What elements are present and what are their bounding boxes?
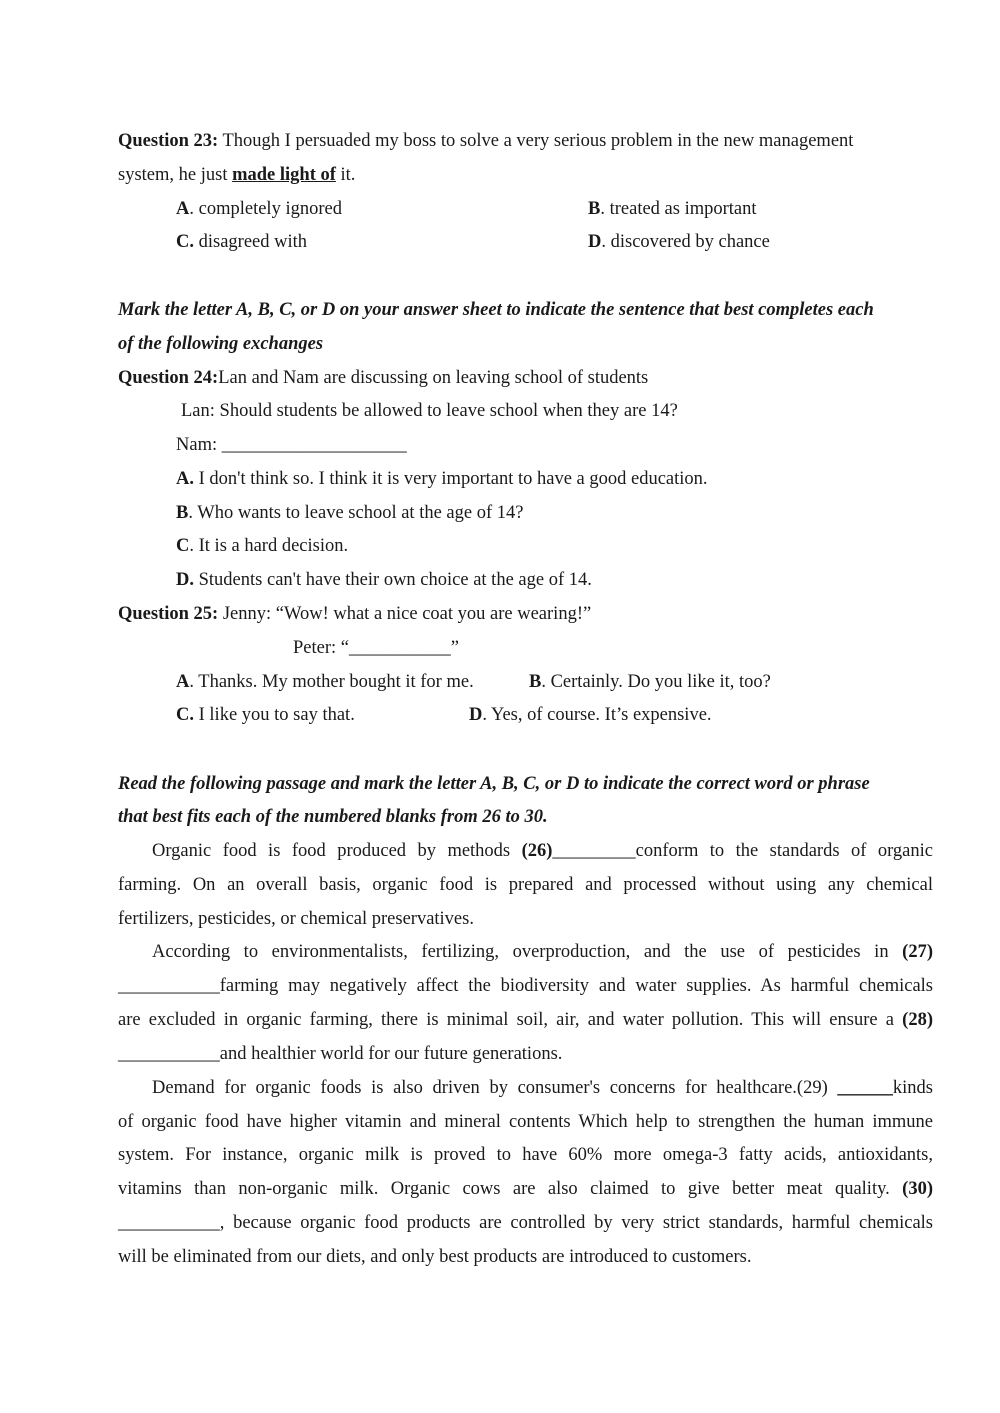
passage-p3-line1 xyxy=(152,1077,933,1099)
passage-text: Demand for organic foods is also driven by consumer's concerns for healthcare.(29) xyxy=(152,1078,838,1098)
passage-p3-line4 xyxy=(118,1178,933,1200)
option-sep: . xyxy=(600,199,605,219)
passage-p3-line2: of organic food have higher vitamin and mineral contents Which help to strengthen the human immune xyxy=(118,1112,933,1132)
q23-option-b[interactable] xyxy=(588,198,757,220)
q23-stem-part2: system, he just xyxy=(118,165,233,185)
option-sep: . xyxy=(189,469,194,489)
q23-highlighted-phrase: made light of xyxy=(232,165,336,185)
passage-text: and healthier world for our future generations. xyxy=(219,1044,563,1064)
option-letter: B xyxy=(176,503,189,523)
option-text: It is a hard decision. xyxy=(194,536,349,556)
option-sep: . xyxy=(601,232,606,252)
blank-number-30: (30) xyxy=(902,1179,933,1199)
passage-text: vitamins than non-organic milk. Organic cows are also claimed to give better meat quality. xyxy=(118,1179,903,1199)
option-sep: . xyxy=(189,536,194,556)
passage-text: conform to the standards of organic xyxy=(635,841,933,861)
passage-text: kinds xyxy=(892,1078,933,1098)
q25-option-d[interactable] xyxy=(469,704,712,726)
passage-p2-line4 xyxy=(118,1043,562,1065)
option-text: I like you to say that. xyxy=(194,705,355,725)
passage-p1-line1 xyxy=(152,840,933,862)
option-letter: A xyxy=(176,672,190,692)
option-text: discovered by chance xyxy=(606,232,770,252)
blank-26[interactable]: _________ xyxy=(552,841,636,861)
q25-option-b[interactable] xyxy=(529,671,771,693)
blank-number-26: (26) xyxy=(521,841,553,861)
passage-p2-line3 xyxy=(118,1009,933,1031)
passage-p3-line6: will be eliminated from our diets, and only best products are introduced to customers. xyxy=(118,1247,752,1267)
option-text: Thanks. My mother bought it for me. xyxy=(194,672,474,692)
blank-28[interactable]: ___________ xyxy=(118,1044,220,1064)
blank-27[interactable]: ___________ xyxy=(118,976,220,996)
q23-option-c[interactable] xyxy=(176,231,307,253)
option-sep: . xyxy=(482,705,487,725)
option-letter: C xyxy=(176,232,190,252)
option-sep: . xyxy=(188,503,193,523)
q23-option-a[interactable] xyxy=(176,198,342,220)
section-passage-instruction-line1: Read the following passage and mark the letter A, B, C, or D to indicate the correct word or phrase xyxy=(118,774,870,794)
q24-stem xyxy=(118,367,648,389)
section-exchanges-instruction-line1: Mark the letter A, B, C, or D on your answer sheet to indicate the sentence that best completes each xyxy=(118,300,874,320)
q25-option-a[interactable] xyxy=(176,671,474,693)
option-sep: . xyxy=(189,672,194,692)
q24-option-a[interactable] xyxy=(176,468,708,490)
q24-intro: Lan and Nam are discussing on leaving school of students xyxy=(218,368,649,388)
option-letter: B xyxy=(588,199,601,219)
option-sep: . xyxy=(189,570,194,590)
option-text: Who wants to leave school at the age of 14? xyxy=(192,503,524,523)
passage-p2-line1 xyxy=(152,941,933,963)
section-exchanges-instruction-line2: of the following exchanges xyxy=(118,334,324,354)
option-text: Yes, of course. It’s expensive. xyxy=(487,705,712,725)
passage-text: are excluded in organic farming, there is minimal soil, air, and water pollution. This will ensure a xyxy=(118,1010,903,1030)
passage-text: farming may negatively affect the biodiversity and water supplies. As harmful chemicals xyxy=(219,976,933,996)
blank-30[interactable]: ___________ xyxy=(118,1213,220,1233)
option-sep: . xyxy=(189,705,194,725)
q23-stem-line1 xyxy=(118,130,853,152)
q25-label: Question 25: xyxy=(118,604,219,624)
q24-lan-line: Lan: Should students be allowed to leave school when they are 14? xyxy=(181,401,678,421)
q24-option-b[interactable] xyxy=(176,502,523,524)
passage-p2-line2 xyxy=(118,975,933,997)
option-letter: D xyxy=(588,232,602,252)
option-text: completely ignored xyxy=(194,199,342,219)
q25-peter-line: Peter: “___________” xyxy=(293,638,459,658)
blank-number-27: (27) xyxy=(902,942,933,962)
passage-text: Organic food is food produced by methods xyxy=(152,841,522,861)
option-sep: . xyxy=(189,232,194,252)
passage-p1-line2: farming. On an overall basis, organic food is prepared and processed without using any chemical xyxy=(118,875,933,895)
passage-text: , because organic food products are controlled by very strict standards, harmful chemicals xyxy=(219,1213,933,1233)
q25-jenny-line: Jenny: “Wow! what a nice coat you are wearing!” xyxy=(218,604,592,624)
option-text: treated as important xyxy=(604,199,757,219)
q24-option-d[interactable] xyxy=(176,569,592,591)
q23-label: Question 23: xyxy=(118,131,219,151)
passage-p3-line3: system. For instance, organic milk is proved to have 60% more omega-3 fatty acids, antioxidants, xyxy=(118,1145,933,1165)
q24-nam-line: Nam: ____________________ xyxy=(176,435,407,455)
option-letter: C xyxy=(176,705,190,725)
option-letter: A xyxy=(176,199,190,219)
blank-29[interactable]: ______ xyxy=(837,1078,893,1098)
q23-stem-part1: Though I persuaded my boss to solve a very serious problem in the new management xyxy=(218,131,854,151)
q25-stem xyxy=(118,603,591,625)
section-passage-instruction-line2: that best fits each of the numbered blanks from 26 to 30. xyxy=(118,807,548,827)
option-letter: B xyxy=(529,672,542,692)
option-text: Students can't have their own choice at the age of 14. xyxy=(194,570,592,590)
option-letter: D xyxy=(469,705,483,725)
option-text: I don't think so. I think it is very important to have a good education. xyxy=(194,469,708,489)
option-letter: D xyxy=(176,570,190,590)
option-text: disagreed with xyxy=(194,232,308,252)
blank-number-28: (28) xyxy=(902,1010,933,1030)
q23-stem-line2 xyxy=(118,164,355,186)
passage-text: According to environmentalists, fertilizing, overproduction, and the use of pesticides in xyxy=(152,942,903,962)
option-letter: C xyxy=(176,536,190,556)
passage-p1-line3: fertilizers, pesticides, or chemical preservatives. xyxy=(118,909,474,929)
passage-p3-line5 xyxy=(118,1212,933,1234)
option-letter: A xyxy=(176,469,190,489)
option-text: Certainly. Do you like it, too? xyxy=(545,672,771,692)
q23-option-d[interactable] xyxy=(588,231,770,253)
q24-option-c[interactable] xyxy=(176,535,348,557)
option-sep: . xyxy=(189,199,194,219)
q24-label: Question 24: xyxy=(118,368,219,388)
q23-stem-part3: it. xyxy=(335,165,356,185)
option-sep: . xyxy=(541,672,546,692)
q25-option-c[interactable] xyxy=(176,704,355,726)
